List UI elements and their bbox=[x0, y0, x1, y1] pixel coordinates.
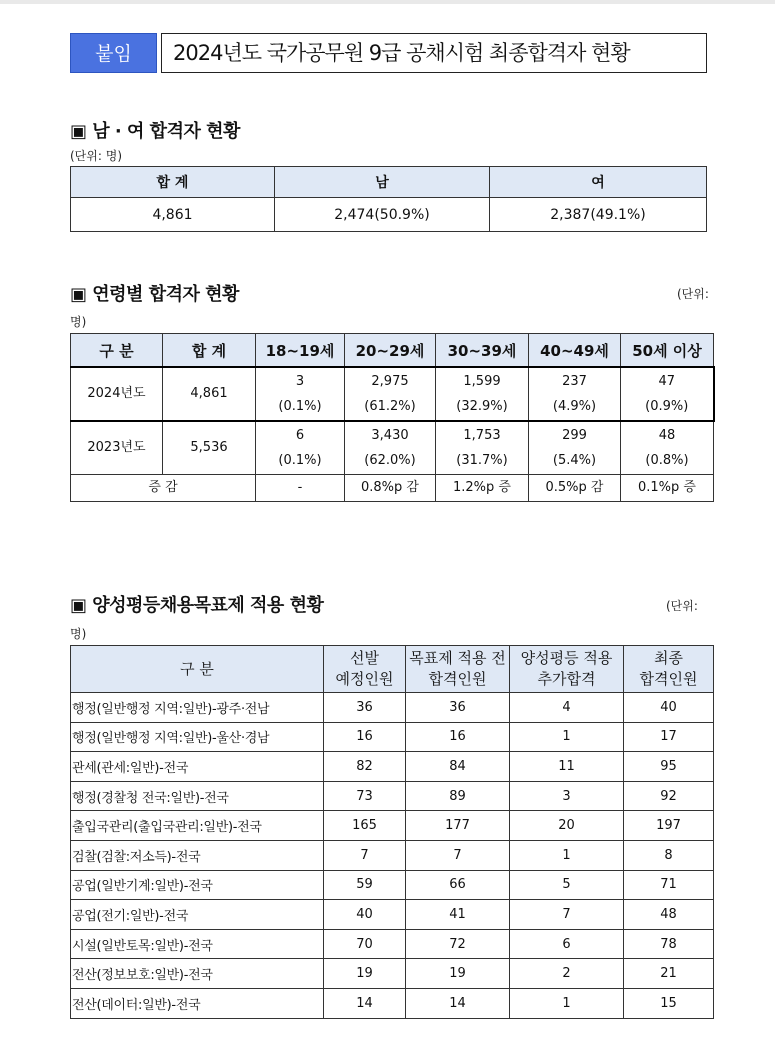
age-cell bbox=[345, 367, 436, 421]
header-line: 목표제 적용 전 bbox=[409, 649, 506, 667]
additional-count: 1 bbox=[510, 988, 624, 1018]
goal-header-planned bbox=[324, 646, 406, 693]
year-label: 2023년도 bbox=[71, 421, 163, 475]
count-value: 1,753 bbox=[463, 428, 501, 443]
gender-goal-unit-label-cont: 명) bbox=[70, 627, 87, 641]
header-line: 합격인원 bbox=[639, 670, 698, 688]
age-header-18-19: 18~19세 bbox=[256, 334, 345, 368]
before-count: 36 bbox=[406, 693, 510, 723]
percent-value: (62.0%) bbox=[364, 453, 416, 468]
count-value: 3,430 bbox=[371, 428, 409, 443]
age-unit-label: (단위: bbox=[677, 287, 709, 301]
planned-count: 36 bbox=[324, 693, 406, 723]
exam-category: 행정(일반행정 지역:일반)-울산·경남 bbox=[71, 722, 324, 752]
goal-header-additional bbox=[510, 646, 624, 693]
exam-category: 전산(데이터:일반)-전국 bbox=[71, 988, 324, 1018]
age-header-50-plus: 50세 이상 bbox=[621, 334, 714, 368]
age-cell bbox=[345, 421, 436, 475]
header-line: 추가합격 bbox=[537, 670, 596, 688]
header-line: 최종 bbox=[654, 649, 683, 667]
count-value: 237 bbox=[562, 374, 587, 389]
gender-goal-section-heading: ▣ 양성평등채용목표제 적용 현황 bbox=[70, 595, 324, 616]
count-value: 1,599 bbox=[463, 374, 501, 389]
count-value: 2,975 bbox=[371, 374, 409, 389]
count-value: 48 bbox=[658, 428, 676, 443]
exam-category: 공업(일반기계:일반)-전국 bbox=[71, 870, 324, 900]
planned-count: 14 bbox=[324, 988, 406, 1018]
table-row bbox=[71, 475, 714, 502]
table-row bbox=[71, 811, 714, 841]
exam-category: 행정(일반행정 지역:일반)-광주·전남 bbox=[71, 693, 324, 723]
gender-total-value: 4,861 bbox=[71, 198, 275, 232]
gender-male-value: 2,474(50.9%) bbox=[275, 198, 490, 232]
before-count: 66 bbox=[406, 870, 510, 900]
final-count: 40 bbox=[624, 693, 714, 723]
count-value: 6 bbox=[295, 428, 305, 443]
additional-count: 6 bbox=[510, 929, 624, 959]
diff-label: 증 감 bbox=[71, 475, 256, 502]
header-line: 선발 bbox=[350, 649, 379, 667]
table-row bbox=[71, 198, 707, 232]
age-cell bbox=[436, 367, 529, 421]
final-count: 21 bbox=[624, 959, 714, 989]
table-row bbox=[71, 781, 714, 811]
diff-value: 0.5%p 감 bbox=[529, 475, 621, 502]
additional-count: 20 bbox=[510, 811, 624, 841]
planned-count: 40 bbox=[324, 900, 406, 930]
year-total: 5,536 bbox=[163, 421, 256, 475]
gender-goal-table bbox=[70, 645, 714, 1019]
final-count: 8 bbox=[624, 840, 714, 870]
age-cell bbox=[256, 367, 345, 421]
exam-category: 관세(관세:일반)-전국 bbox=[71, 752, 324, 782]
percent-value: (4.9%) bbox=[552, 399, 597, 414]
gender-female-value: 2,387(49.1%) bbox=[490, 198, 707, 232]
before-count: 41 bbox=[406, 900, 510, 930]
year-label: 2024년도 bbox=[71, 367, 163, 421]
final-count: 17 bbox=[624, 722, 714, 752]
exam-category: 공업(전기:일반)-전국 bbox=[71, 900, 324, 930]
final-count: 95 bbox=[624, 752, 714, 782]
before-count: 72 bbox=[406, 929, 510, 959]
additional-count: 1 bbox=[510, 840, 624, 870]
gender-goal-unit-label: (단위: bbox=[666, 599, 698, 613]
exam-category: 시설(일반토목:일반)-전국 bbox=[71, 929, 324, 959]
additional-count: 2 bbox=[510, 959, 624, 989]
table-row bbox=[71, 959, 714, 989]
diff-value: 0.8%p 감 bbox=[345, 475, 436, 502]
final-count: 71 bbox=[624, 870, 714, 900]
age-cell bbox=[256, 421, 345, 475]
table-row bbox=[71, 693, 714, 723]
gender-unit-label: (단위: 명) bbox=[70, 149, 122, 163]
gender-header-male: 남 bbox=[275, 167, 490, 198]
diff-value: 0.1%p 증 bbox=[621, 475, 714, 502]
goal-header-category: 구 분 bbox=[71, 646, 324, 693]
percent-value: (0.1%) bbox=[278, 453, 322, 468]
header-line: 예정인원 bbox=[335, 670, 394, 688]
age-cell bbox=[621, 421, 714, 475]
before-count: 16 bbox=[406, 722, 510, 752]
count-value: 47 bbox=[658, 374, 676, 389]
planned-count: 7 bbox=[324, 840, 406, 870]
table-row bbox=[71, 929, 714, 959]
before-count: 89 bbox=[406, 781, 510, 811]
exam-category: 검찰(검찰:저소득)-전국 bbox=[71, 840, 324, 870]
exam-category: 전산(정보보호:일반)-전국 bbox=[71, 959, 324, 989]
attachment-badge: 붙임 bbox=[70, 33, 157, 73]
table-row bbox=[71, 367, 714, 421]
age-cell bbox=[529, 367, 621, 421]
diff-value: - bbox=[256, 475, 345, 502]
exam-category: 행정(경찰청 전국:일반)-전국 bbox=[71, 781, 324, 811]
age-unit-label-cont: 명) bbox=[70, 315, 87, 329]
table-row bbox=[71, 870, 714, 900]
gender-section-heading: ▣ 남 · 여 합격자 현황 bbox=[70, 121, 240, 142]
planned-count: 82 bbox=[324, 752, 406, 782]
planned-count: 19 bbox=[324, 959, 406, 989]
additional-count: 7 bbox=[510, 900, 624, 930]
final-count: 48 bbox=[624, 900, 714, 930]
age-header-20-29: 20~29세 bbox=[345, 334, 436, 368]
header-line: 양성평등 적용 bbox=[520, 649, 613, 667]
before-count: 177 bbox=[406, 811, 510, 841]
before-count: 14 bbox=[406, 988, 510, 1018]
percent-value: (32.9%) bbox=[456, 399, 508, 414]
diff-value: 1.2%p 증 bbox=[436, 475, 529, 502]
header-line: 합격인원 bbox=[428, 670, 487, 688]
table-row bbox=[71, 988, 714, 1018]
age-section-heading: ▣ 연령별 합격자 현황 bbox=[70, 284, 239, 305]
age-table bbox=[70, 333, 715, 502]
percent-value: (31.7%) bbox=[456, 453, 508, 468]
age-header-total: 합 계 bbox=[163, 334, 256, 368]
additional-count: 3 bbox=[510, 781, 624, 811]
table-row bbox=[71, 421, 714, 475]
final-count: 197 bbox=[624, 811, 714, 841]
count-value: 299 bbox=[562, 428, 587, 443]
gender-header-female: 여 bbox=[490, 167, 707, 198]
exam-category: 출입국관리(출입국관리:일반)-전국 bbox=[71, 811, 324, 841]
age-cell bbox=[436, 421, 529, 475]
age-header-30-39: 30~39세 bbox=[436, 334, 529, 368]
page-title: 2024년도 국가공무원 9급 공채시험 최종합격자 현황 bbox=[161, 33, 707, 73]
table-row bbox=[71, 752, 714, 782]
additional-count: 11 bbox=[510, 752, 624, 782]
count-value: 3 bbox=[295, 374, 305, 389]
goal-header-before bbox=[406, 646, 510, 693]
final-count: 92 bbox=[624, 781, 714, 811]
age-cell bbox=[529, 421, 621, 475]
additional-count: 5 bbox=[510, 870, 624, 900]
planned-count: 59 bbox=[324, 870, 406, 900]
age-header-40-49: 40~49세 bbox=[529, 334, 621, 368]
planned-count: 165 bbox=[324, 811, 406, 841]
additional-count: 1 bbox=[510, 722, 624, 752]
percent-value: (0.8%) bbox=[645, 453, 689, 468]
year-total: 4,861 bbox=[163, 367, 256, 421]
additional-count: 4 bbox=[510, 693, 624, 723]
final-count: 15 bbox=[624, 988, 714, 1018]
percent-value: (0.9%) bbox=[645, 399, 689, 414]
planned-count: 16 bbox=[324, 722, 406, 752]
table-row bbox=[71, 900, 714, 930]
age-header-category: 구 분 bbox=[71, 334, 163, 368]
percent-value: (61.2%) bbox=[364, 399, 416, 414]
table-row bbox=[71, 722, 714, 752]
before-count: 19 bbox=[406, 959, 510, 989]
age-cell bbox=[621, 367, 714, 421]
goal-header-final bbox=[624, 646, 714, 693]
before-count: 7 bbox=[406, 840, 510, 870]
gender-header-total: 합 계 bbox=[71, 167, 275, 198]
top-divider bbox=[0, 0, 775, 4]
planned-count: 70 bbox=[324, 929, 406, 959]
final-count: 78 bbox=[624, 929, 714, 959]
percent-value: (0.1%) bbox=[278, 399, 322, 414]
gender-table bbox=[70, 166, 707, 232]
table-row bbox=[71, 840, 714, 870]
percent-value: (5.4%) bbox=[552, 453, 597, 468]
before-count: 84 bbox=[406, 752, 510, 782]
planned-count: 73 bbox=[324, 781, 406, 811]
